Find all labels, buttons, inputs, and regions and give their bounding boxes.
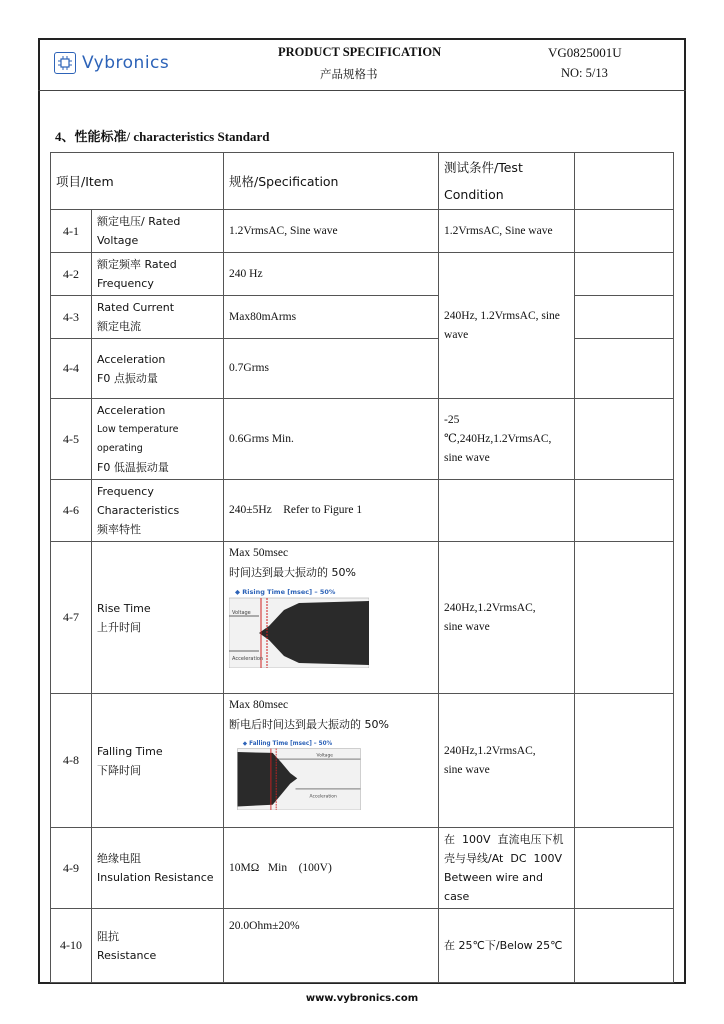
row-item <box>92 694 224 828</box>
chip-icon <box>54 52 76 74</box>
row-condition <box>439 694 575 828</box>
row-spec: 0.7Grms <box>224 339 439 399</box>
row-condition: 240Hz, 1.2VrmsAC, sine wave <box>439 253 575 399</box>
item-line: Resistance <box>97 948 157 962</box>
row-spec: Max80mArms <box>224 296 439 339</box>
header-condition-line1: 测试条件/Test <box>444 160 523 175</box>
row-number: 4-6 <box>51 480 92 542</box>
header-condition <box>439 153 575 210</box>
row-spec: 0.6Grms Min. <box>224 399 439 480</box>
row-number: 4-10 <box>51 909 92 983</box>
row-item <box>92 909 224 983</box>
condition-line: Between wire and case <box>444 871 543 903</box>
header-extra <box>575 153 674 210</box>
table-row <box>51 828 674 909</box>
condition-line: ℃,240Hz,1.2VrmsAC, <box>444 432 552 445</box>
figure-label-acceleration: Acceleration <box>309 794 337 800</box>
row-number: 4-2 <box>51 253 92 296</box>
row-condition <box>439 542 575 694</box>
row-item <box>92 339 224 399</box>
row-extra <box>575 296 674 339</box>
table-row <box>51 253 674 296</box>
item-line: 上升时间 <box>97 620 141 634</box>
row-condition <box>439 399 575 480</box>
table-header-row <box>51 153 674 210</box>
doc-title: PRODUCT SPECIFICATION <box>278 45 442 59</box>
item-line: F0 点振动量 <box>97 371 158 385</box>
row-spec: 10MΩ Min (100V) <box>224 828 439 909</box>
item-line: Frequency <box>97 485 154 498</box>
item-line: 额定电压/ Rated <box>97 215 181 228</box>
row-spec <box>224 542 439 694</box>
item-line: 额定频率 Rated <box>97 258 177 271</box>
row-extra <box>575 542 674 694</box>
vybronics-logo <box>54 50 204 76</box>
row-item <box>92 480 224 542</box>
logo-text: Vybronics <box>82 53 170 73</box>
row-condition: 在 25℃下/Below 25℃ <box>439 909 575 983</box>
condition-line: 240Hz,1.2VrmsAC, <box>444 744 536 757</box>
header-condition-line2: Condition <box>444 187 504 202</box>
row-condition <box>439 828 575 909</box>
item-line: Acceleration <box>97 352 166 366</box>
row-extra <box>575 253 674 296</box>
row-number: 4-9 <box>51 828 92 909</box>
item-line: Acceleration <box>97 404 166 417</box>
row-number: 4-1 <box>51 210 92 253</box>
item-line: Insulation Resistance <box>97 871 214 884</box>
item-line: 额定电流 <box>97 320 141 333</box>
item-line: Falling Time <box>97 744 163 758</box>
table-row <box>51 339 674 399</box>
figure-label-voltage: Voltage <box>232 610 251 616</box>
figure-label-voltage: Voltage <box>316 753 333 759</box>
row-item <box>92 399 224 480</box>
footer-website[interactable]: www.vybronics.com <box>305 993 419 1004</box>
rise-time-figure <box>229 586 369 668</box>
item-line: 绝缘电阻 <box>97 852 141 865</box>
item-line: Frequency <box>97 277 154 290</box>
header-spec: 规格/Specification <box>224 153 439 210</box>
row-spec: 240±5Hz Refer to Figure 1 <box>224 480 439 542</box>
table-row <box>51 909 674 983</box>
row-item <box>92 210 224 253</box>
condition-line: 在 100V 直流电压下机 <box>444 833 564 846</box>
row-condition: 1.2VrmsAC, Sine wave <box>439 210 575 253</box>
row-extra <box>575 339 674 399</box>
item-line: 下降时间 <box>97 763 141 777</box>
table-row <box>51 480 674 542</box>
row-item <box>92 542 224 694</box>
row-item <box>92 296 224 339</box>
spec-line: 时间达到最大振动的 50% <box>229 566 356 579</box>
condition-line: 240Hz,1.2VrmsAC, <box>444 601 536 614</box>
table-row <box>51 542 674 694</box>
figure-label-acceleration: Acceleration <box>232 656 264 662</box>
item-line: Voltage <box>97 234 139 247</box>
item-line: 阻抗 <box>97 929 119 943</box>
condition-line: sine wave <box>444 620 490 633</box>
header-item: 项目/Item <box>51 153 224 210</box>
table-row <box>51 399 674 480</box>
row-extra <box>575 909 674 983</box>
item-line: Characteristics <box>97 504 180 517</box>
item-line: 频率特性 <box>97 523 141 536</box>
row-extra <box>575 210 674 253</box>
doc-subtitle: 产品规格书 <box>320 67 378 81</box>
condition-line: sine wave <box>444 763 490 776</box>
header-divider <box>38 90 686 91</box>
document-header <box>40 40 684 90</box>
spec-line: Max 80msec <box>229 699 289 711</box>
doc-number: VG0825001U <box>548 45 622 60</box>
item-line: F0 低温振动量 <box>97 461 169 474</box>
figure-title: ◆ Rising Time [msec] – 50% <box>235 588 336 596</box>
figure-title: ◆ Falling Time [msec] – 50% <box>242 741 333 748</box>
table-row <box>51 296 674 339</box>
row-extra <box>575 828 674 909</box>
row-number: 4-8 <box>51 694 92 828</box>
item-line: Rated Current <box>97 301 175 314</box>
section-title: 4、性能标准/ characteristics Standard <box>55 129 270 144</box>
row-number: 4-3 <box>51 296 92 339</box>
item-line: Low temperature operating <box>97 424 179 454</box>
row-condition <box>439 480 575 542</box>
page-number: NO: 5/13 <box>561 66 608 80</box>
row-spec: 20.0Ohm±20% <box>224 909 439 983</box>
condition-line: 壳与导线/At DC 100V <box>444 852 563 865</box>
row-extra <box>575 399 674 480</box>
row-spec: 240 Hz <box>224 253 439 296</box>
row-extra <box>575 694 674 828</box>
row-item <box>92 828 224 909</box>
row-extra <box>575 480 674 542</box>
condition-line: -25 <box>444 413 460 426</box>
item-line: Rise Time <box>97 601 151 615</box>
row-spec: 1.2VrmsAC, Sine wave <box>224 210 439 253</box>
row-number: 4-7 <box>51 542 92 694</box>
spec-line: 断电后时间达到最大振动的 50% <box>229 718 389 731</box>
condition-line: sine wave <box>444 451 490 464</box>
characteristics-table <box>50 152 674 983</box>
falling-time-figure <box>229 738 369 810</box>
table-row <box>51 210 674 253</box>
row-spec <box>224 694 439 828</box>
row-number: 4-4 <box>51 339 92 399</box>
row-number: 4-5 <box>51 399 92 480</box>
table-row <box>51 694 674 828</box>
row-item <box>92 253 224 296</box>
spec-line: Max 50msec <box>229 547 289 559</box>
